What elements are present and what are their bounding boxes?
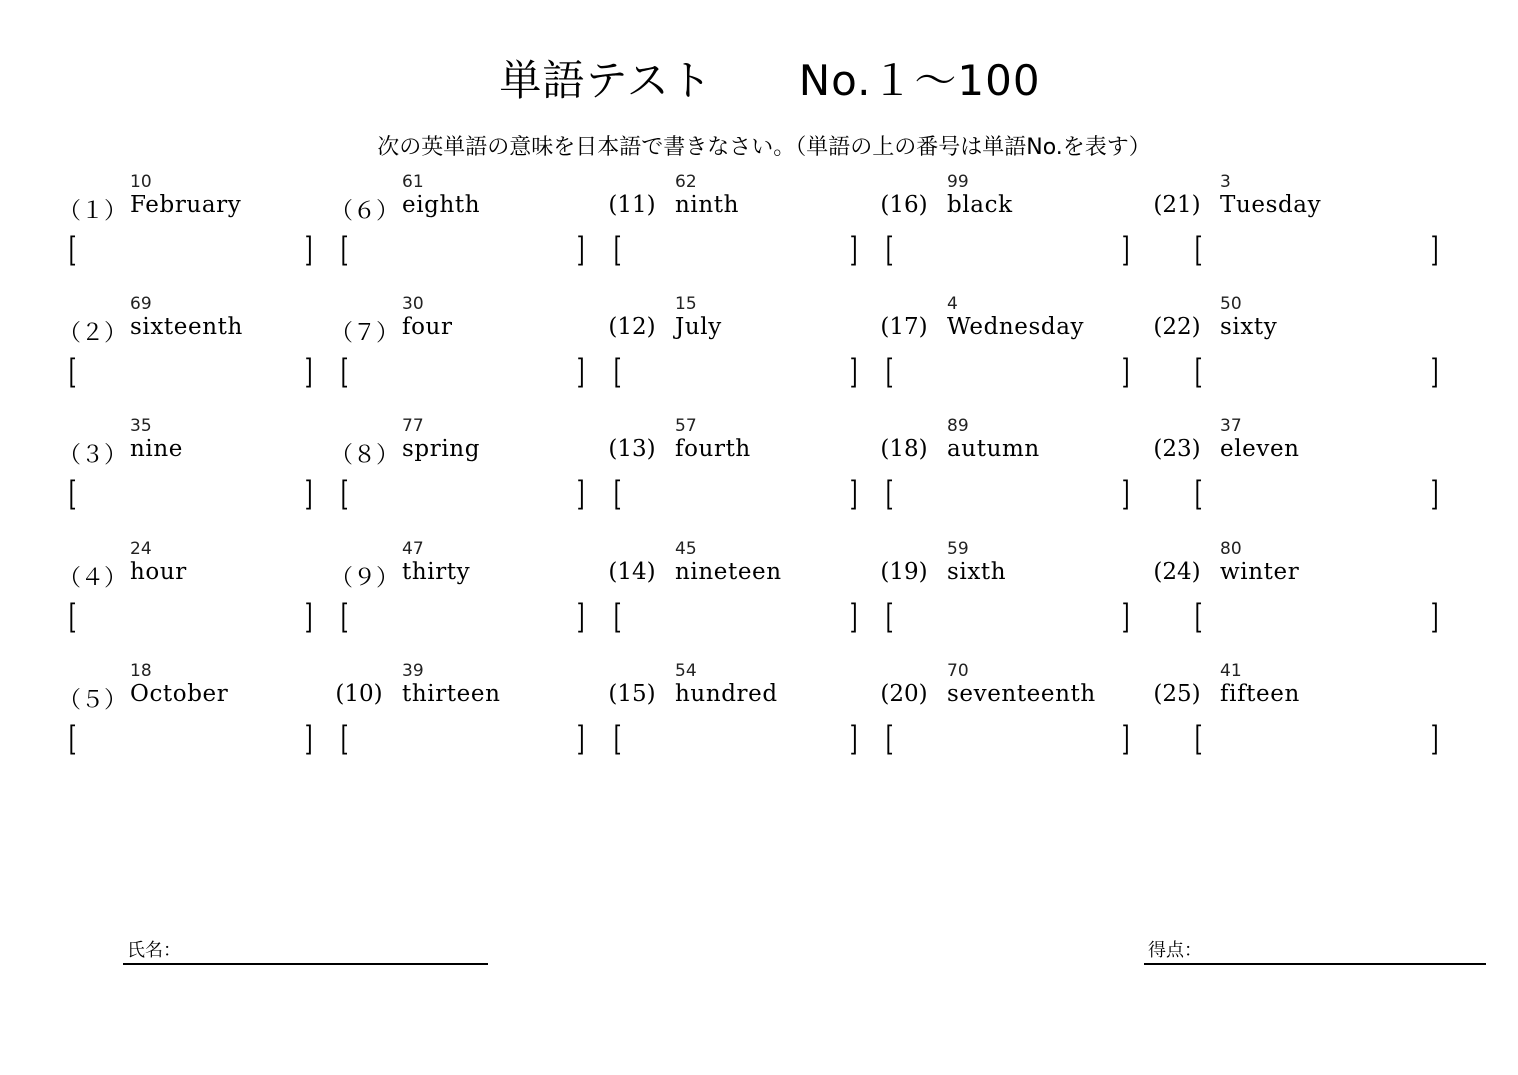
answer-bracket-open[interactable]: [ <box>340 352 349 392</box>
question-label: （６） <box>330 198 399 224</box>
question-label: （９） <box>330 565 399 591</box>
question-label: （５） <box>58 687 127 713</box>
word-number: 15 <box>675 294 697 314</box>
question-item <box>58 661 330 783</box>
word-number: 62 <box>675 172 697 192</box>
question-item <box>875 661 1147 783</box>
word-number: 3 <box>1220 172 1231 192</box>
answer-bracket-close[interactable]: ] <box>576 597 585 637</box>
question-item <box>1148 539 1439 661</box>
question-item <box>1148 416 1439 538</box>
english-word: Wednesday <box>947 314 1085 340</box>
answer-bracket-close[interactable]: ] <box>304 230 313 270</box>
question-item <box>330 294 602 416</box>
answer-bracket-open[interactable]: [ <box>613 230 622 270</box>
english-word: thirty <box>402 559 471 585</box>
question-item <box>58 539 330 661</box>
question-label: (18) <box>880 436 928 462</box>
question-label: (15) <box>608 681 656 707</box>
english-word: fourth <box>675 436 751 462</box>
word-number: 54 <box>675 661 697 681</box>
word-number: 99 <box>947 172 969 192</box>
answer-bracket-open[interactable]: [ <box>340 474 349 514</box>
question-item <box>58 294 330 416</box>
question-item <box>875 416 1147 538</box>
question-label: (21) <box>1153 192 1201 218</box>
english-word: four <box>402 314 453 340</box>
answer-bracket-close[interactable]: ] <box>849 719 858 759</box>
answer-bracket-close[interactable]: ] <box>1121 352 1130 392</box>
answer-bracket-close[interactable]: ] <box>1430 230 1439 270</box>
answer-bracket-open[interactable]: [ <box>340 230 349 270</box>
word-number: 59 <box>947 539 969 559</box>
answer-bracket-close[interactable]: ] <box>1121 597 1130 637</box>
question-item <box>58 172 330 294</box>
answer-bracket-open[interactable]: [ <box>613 597 622 637</box>
question-label: (23) <box>1153 436 1201 462</box>
question-item <box>330 416 602 538</box>
name-label: 氏名： <box>127 940 181 961</box>
answer-bracket-close[interactable]: ] <box>849 474 858 514</box>
answer-bracket-close[interactable]: ] <box>1121 230 1130 270</box>
answer-bracket-open[interactable]: [ <box>68 719 77 759</box>
question-label: （２） <box>58 320 127 346</box>
answer-bracket-open[interactable]: [ <box>885 719 894 759</box>
question-item <box>875 294 1147 416</box>
answer-bracket-close[interactable]: ] <box>1430 352 1439 392</box>
word-number: 70 <box>947 661 969 681</box>
question-label: (14) <box>608 559 656 585</box>
question-item <box>330 539 602 661</box>
answer-bracket-open[interactable]: [ <box>885 597 894 637</box>
english-word: October <box>130 681 229 707</box>
answer-bracket-close[interactable]: ] <box>304 352 313 392</box>
answer-bracket-close[interactable]: ] <box>1121 474 1130 514</box>
answer-bracket-close[interactable]: ] <box>576 474 585 514</box>
question-item <box>1148 661 1439 783</box>
question-item <box>603 416 875 538</box>
question-label: (12) <box>608 314 656 340</box>
question-label: (20) <box>880 681 928 707</box>
word-number: 30 <box>402 294 424 314</box>
question-label: (24) <box>1153 559 1201 585</box>
english-word: July <box>675 314 722 340</box>
question-label: (13) <box>608 436 656 462</box>
question-label: （８） <box>330 442 399 468</box>
english-word: Tuesday <box>1220 192 1322 218</box>
question-label: (16) <box>880 192 928 218</box>
word-number: 47 <box>402 539 424 559</box>
answer-bracket-close[interactable]: ] <box>849 352 858 392</box>
question-item <box>330 661 602 783</box>
question-label: (19) <box>880 559 928 585</box>
answer-bracket-open[interactable]: [ <box>885 352 894 392</box>
question-label: (25) <box>1153 681 1201 707</box>
word-number: 57 <box>675 416 697 436</box>
english-word: hundred <box>675 681 778 707</box>
english-word: ninth <box>675 192 740 218</box>
answer-bracket-close[interactable]: ] <box>1430 597 1439 637</box>
english-word: winter <box>1220 559 1300 585</box>
answer-bracket-open[interactable]: [ <box>1194 230 1203 270</box>
answer-bracket-close[interactable]: ] <box>849 597 858 637</box>
word-number: 35 <box>130 416 152 436</box>
question-item <box>603 294 875 416</box>
word-number: 39 <box>402 661 424 681</box>
english-word: fifteen <box>1220 681 1300 707</box>
word-number: 50 <box>1220 294 1242 314</box>
question-label: （３） <box>58 442 127 468</box>
english-word: eleven <box>1220 436 1300 462</box>
english-word: thirteen <box>402 681 501 707</box>
english-word: seventeenth <box>947 681 1096 707</box>
english-word: spring <box>402 436 481 462</box>
english-word: February <box>130 192 242 218</box>
word-number: 10 <box>130 172 152 192</box>
instructions: 次の英単語の意味を日本語で書きなさい。（単語の上の番号は単語No.を表す） <box>377 135 1151 160</box>
question-item <box>603 172 875 294</box>
question-item <box>875 539 1147 661</box>
question-item <box>58 416 330 538</box>
answer-bracket-close[interactable]: ] <box>304 597 313 637</box>
word-number: 4 <box>947 294 958 314</box>
answer-bracket-open[interactable]: [ <box>1194 352 1203 392</box>
word-number: 41 <box>1220 661 1242 681</box>
answer-bracket-open[interactable]: [ <box>1194 719 1203 759</box>
answer-bracket-close[interactable]: ] <box>1430 719 1439 759</box>
word-number: 45 <box>675 539 697 559</box>
answer-bracket-open[interactable]: [ <box>613 719 622 759</box>
answer-bracket-close[interactable]: ] <box>1121 719 1130 759</box>
english-word: black <box>947 192 1013 218</box>
answer-bracket-close[interactable]: ] <box>576 230 585 270</box>
question-item <box>603 539 875 661</box>
word-number: 80 <box>1220 539 1242 559</box>
answer-bracket-close[interactable]: ] <box>576 352 585 392</box>
word-number: 69 <box>130 294 152 314</box>
question-label: （７） <box>330 320 399 346</box>
word-number: 77 <box>402 416 424 436</box>
question-label: (17) <box>880 314 928 340</box>
word-number: 24 <box>130 539 152 559</box>
english-word: sixth <box>947 559 1007 585</box>
name-field[interactable] <box>123 938 488 965</box>
english-word: sixty <box>1220 314 1278 340</box>
question-item <box>330 172 602 294</box>
question-label: (10) <box>335 681 383 707</box>
english-word: hour <box>130 559 187 585</box>
answer-bracket-open[interactable]: [ <box>68 352 77 392</box>
answer-bracket-open[interactable]: [ <box>68 474 77 514</box>
answer-bracket-open[interactable]: [ <box>340 719 349 759</box>
question-label: （１） <box>58 198 127 224</box>
answer-bracket-open[interactable]: [ <box>68 230 77 270</box>
answer-bracket-close[interactable]: ] <box>576 719 585 759</box>
answer-bracket-open[interactable]: [ <box>340 597 349 637</box>
english-word: sixteenth <box>130 314 243 340</box>
question-item <box>1148 172 1439 294</box>
answer-bracket-open[interactable]: [ <box>1194 597 1203 637</box>
title-range: No.１～100 <box>798 56 1041 105</box>
answer-bracket-close[interactable]: ] <box>304 474 313 514</box>
score-field[interactable] <box>1144 938 1486 965</box>
question-item <box>875 172 1147 294</box>
english-word: nineteen <box>675 559 782 585</box>
answer-bracket-open[interactable]: [ <box>68 597 77 637</box>
answer-bracket-open[interactable]: [ <box>613 474 622 514</box>
question-item <box>603 661 875 783</box>
english-word: nine <box>130 436 183 462</box>
answer-bracket-open[interactable]: [ <box>1194 474 1203 514</box>
answer-bracket-close[interactable]: ] <box>1430 474 1439 514</box>
english-word: eighth <box>402 192 481 218</box>
answer-bracket-close[interactable]: ] <box>849 230 858 270</box>
question-label: (22) <box>1153 314 1201 340</box>
english-word: autumn <box>947 436 1040 462</box>
word-number: 37 <box>1220 416 1242 436</box>
question-label: （４） <box>58 565 127 591</box>
score-label: 得点： <box>1148 940 1202 961</box>
answer-bracket-open[interactable]: [ <box>613 352 622 392</box>
word-number: 89 <box>947 416 969 436</box>
question-label: (11) <box>608 192 656 218</box>
answer-bracket-open[interactable]: [ <box>885 474 894 514</box>
word-number: 18 <box>130 661 152 681</box>
question-item <box>1148 294 1439 416</box>
title-text: 単語テスト <box>499 56 713 105</box>
word-number: 61 <box>402 172 424 192</box>
answer-bracket-close[interactable]: ] <box>304 719 313 759</box>
answer-bracket-open[interactable]: [ <box>885 230 894 270</box>
